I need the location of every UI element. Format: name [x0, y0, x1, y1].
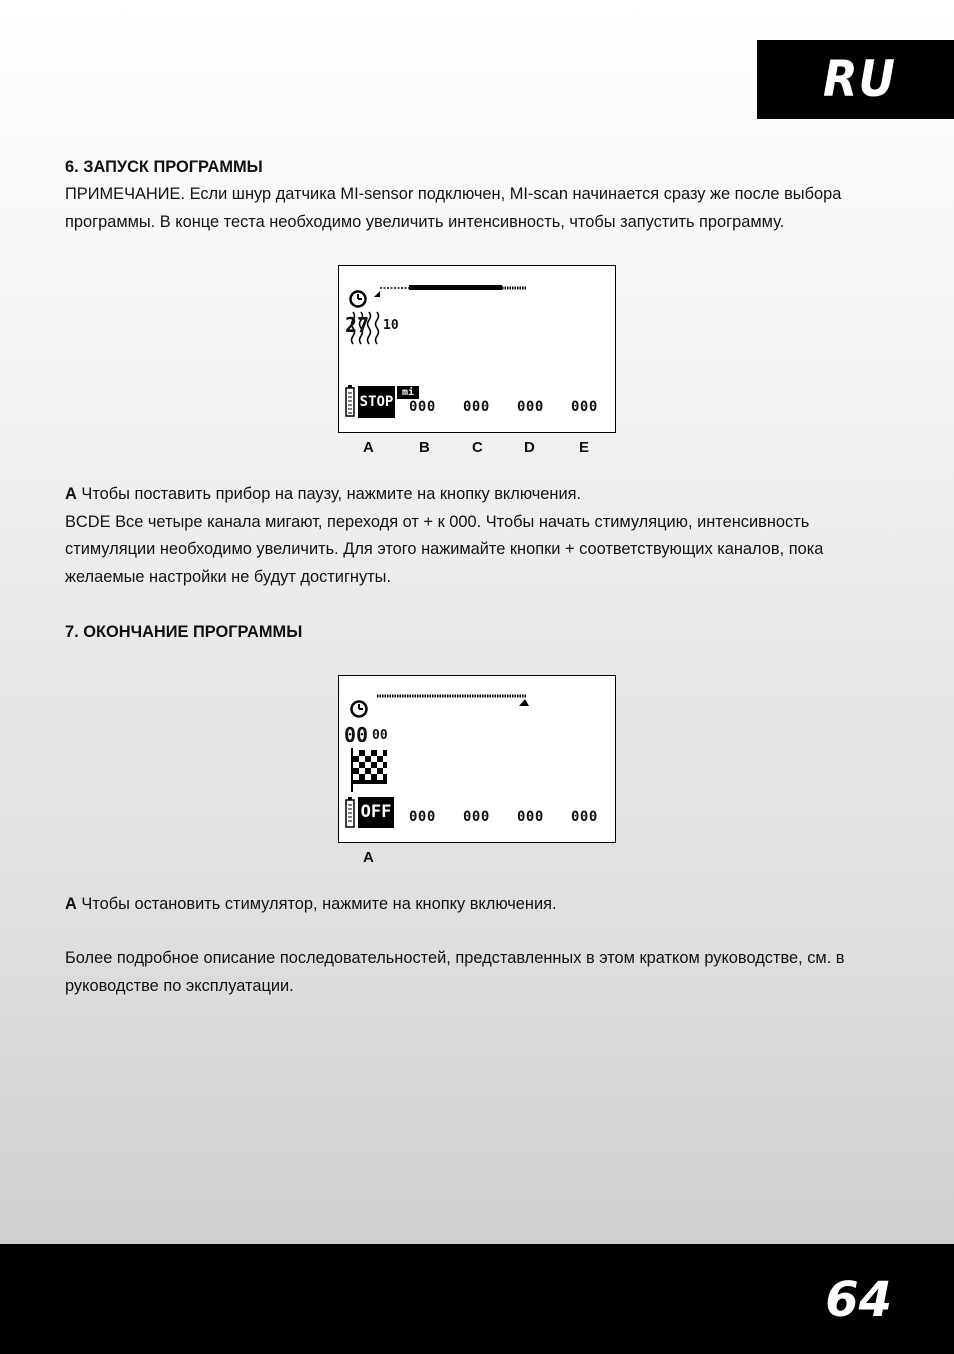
channel-e-value: 000 [571, 809, 598, 825]
channel-b-value: 000 [409, 399, 436, 415]
time-seconds: 00 [372, 728, 388, 743]
channel-d-value: 000 [517, 399, 544, 415]
desc-a-text: Чтобы поставить прибор на паузу, нажмите на кнопку включения. [76, 485, 582, 503]
time-minutes: 27 [345, 313, 370, 337]
label-a: A [363, 439, 374, 456]
time-minutes: 00 [344, 723, 369, 747]
section-6-description [65, 481, 895, 591]
channel-d-value: 000 [517, 809, 544, 825]
language-label: RU [823, 50, 896, 108]
section-6-heading: 6. ЗАПУСК ПРОГРАММЫ [65, 158, 263, 176]
clock-icon [352, 702, 367, 717]
channel-b-value: 000 [409, 809, 436, 825]
label-e: E [579, 439, 590, 456]
battery-icon [346, 797, 354, 827]
clock-icon [351, 292, 366, 307]
desc-a-text: Чтобы остановить стимулятор, нажмите на кнопку включения. [76, 895, 557, 913]
label-c: C [472, 439, 483, 456]
label-b: B [419, 439, 430, 456]
section-7-description [65, 891, 895, 919]
lcd-screen-end [338, 675, 616, 843]
desc-a-label: A [65, 895, 77, 913]
mi-badge: mi [397, 386, 419, 399]
more-info-text: Более подробное описание последовательностей, представленных в этом кратком руководстве, см. в руководстве по эксплуатации. [65, 949, 845, 995]
label-a: A [363, 849, 374, 866]
channel-e-value: 000 [571, 399, 598, 415]
label-d: D [524, 439, 535, 456]
stop-status: STOP [358, 386, 395, 418]
desc-bcde-text: BCDE Все четыре канала мигают, переходя от + к 000. Чтобы начать стимуляцию, интенсивность стимуляции необходимо увеличить. Для этого нажимайте кнопки + соответствующих каналов, пока желаемые настройки не будут достигнуты. [65, 512, 824, 586]
off-status: OFF [358, 797, 394, 828]
language-tab [757, 40, 954, 119]
section-6-note: ПРИМЕЧАНИЕ. Если шнур датчика MI-sensor подключен, MI-scan начинается сразу же после выбора программы. В конце теста необходимо увеличить интенсивность, чтобы запустить программу. [65, 185, 842, 231]
time-seconds: 10 [383, 318, 399, 333]
channel-c-value: 000 [463, 809, 490, 825]
desc-a-label: A [65, 485, 77, 503]
battery-icon [346, 385, 354, 416]
footer-bar [0, 1244, 954, 1354]
section-7-heading: 7. ОКОНЧАНИЕ ПРОГРАММЫ [65, 623, 303, 641]
lcd-screen-start [338, 265, 616, 433]
progress-bar [377, 696, 529, 706]
checkered-flag-icon [352, 748, 387, 792]
progress-bar [374, 285, 527, 297]
channel-c-value: 000 [463, 399, 490, 415]
page-number: 64 [825, 1272, 892, 1328]
